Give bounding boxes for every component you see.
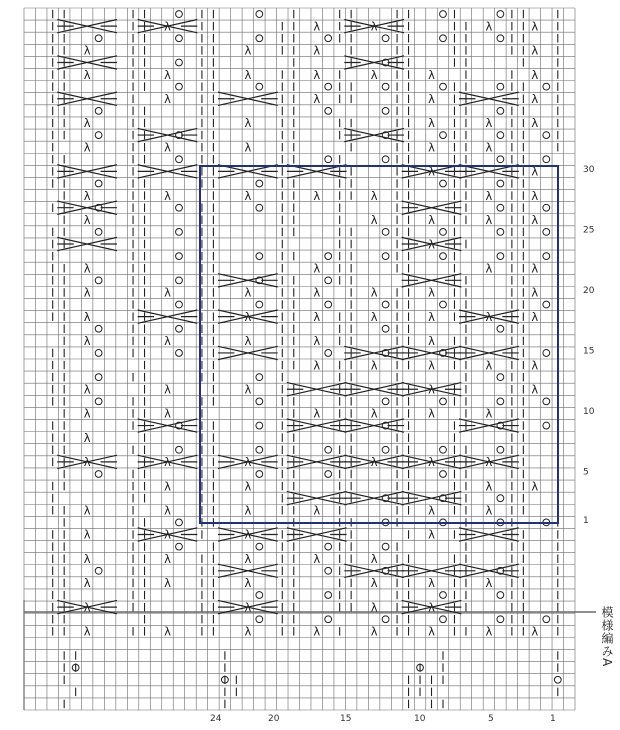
yarn-over-stitch	[325, 471, 332, 478]
yarn-over-stitch	[256, 180, 263, 187]
yarn-over-stitch	[497, 229, 504, 236]
yarn-over-stitch	[176, 204, 183, 211]
decrease-stitch: λ	[313, 43, 321, 58]
yarn-over-stitch	[440, 180, 447, 187]
yarn-over-stitch	[325, 592, 332, 599]
decrease-stitch: λ	[83, 551, 91, 566]
decrease-stitch: λ	[83, 430, 91, 445]
yarn-over-stitch	[497, 253, 504, 260]
decrease-stitch: λ	[313, 309, 321, 324]
yarn-over-stitch	[440, 11, 447, 18]
decrease-stitch: λ	[164, 92, 171, 107]
decrease-stitch: λ	[485, 503, 493, 518]
decrease-stitch: λ	[164, 406, 171, 421]
yarn-over-stitch	[176, 11, 183, 18]
cable-cross-stitch	[344, 419, 404, 432]
stitch-number-label: 5	[488, 714, 494, 724]
decrease-stitch: λ	[485, 624, 493, 639]
decrease-stitch: λ	[164, 19, 171, 34]
yarn-over-stitch	[95, 374, 102, 381]
decrease-stitch: λ	[370, 624, 378, 639]
yarn-over-stitch	[543, 301, 550, 308]
cable-cross-stitch	[138, 419, 198, 432]
decrease-stitch: λ	[428, 67, 435, 82]
yarn-over-stitch	[95, 107, 102, 114]
yarn-over-stitch	[497, 446, 504, 453]
decrease-stitch: λ	[531, 285, 539, 300]
decrease-stitch: λ	[531, 382, 539, 397]
decrease-stitch: λ	[531, 164, 539, 179]
yarn-over-stitch	[95, 277, 102, 284]
decrease-stitch: λ	[313, 624, 321, 639]
yarn-over-stitch	[554, 676, 561, 683]
yarn-over-stitch	[95, 325, 102, 332]
decrease-stitch: λ	[370, 67, 378, 82]
decrease-stitch: λ	[428, 527, 435, 542]
stitch-number-label: 20	[268, 714, 280, 724]
decrease-stitch: λ	[83, 67, 91, 82]
cable-cross-stitch	[138, 165, 198, 178]
yarn-over-stitch	[440, 83, 447, 90]
yarn-over-stitch	[95, 567, 102, 574]
decrease-stitch: λ	[485, 406, 493, 421]
cable-cross-stitch	[57, 19, 117, 32]
yarn-over-stitch	[497, 374, 504, 381]
cable-cross-stitch	[57, 165, 117, 178]
row-number-label: 20	[583, 286, 595, 297]
decrease-stitch: λ	[485, 576, 493, 591]
decrease-stitch: λ	[164, 188, 171, 203]
yarn-over-stitch	[543, 132, 550, 139]
cable-cross-stitch	[344, 492, 404, 505]
yarn-over-stitch	[176, 543, 183, 550]
decrease-stitch: λ	[370, 600, 378, 615]
yarn-over-stitch	[497, 107, 504, 114]
cable-cross-stitch	[57, 92, 117, 105]
decrease-stitch: λ	[83, 213, 91, 228]
decrease-stitch: λ	[428, 358, 435, 373]
decrease-stitch: λ	[313, 503, 321, 518]
yarn-over-stitch	[382, 229, 389, 236]
decrease-stitch: λ	[370, 213, 378, 228]
decrease-stitch: λ	[485, 116, 493, 131]
decrease-stitch: λ	[244, 551, 252, 566]
decrease-stitch: λ	[428, 140, 435, 155]
yarn-over-stitch	[325, 253, 332, 260]
yarn-over-stitch	[325, 616, 332, 623]
cable-cross-stitch	[138, 310, 198, 323]
decrease-stitch: λ	[83, 334, 91, 349]
decrease-stitch: λ	[531, 309, 539, 324]
decrease-stitch: λ	[370, 19, 378, 34]
decrease-stitch: λ	[244, 116, 252, 131]
row-number-label: 25	[583, 225, 595, 236]
yarn-over-stitch	[256, 471, 263, 478]
yarn-over-stitch	[497, 180, 504, 187]
yarn-over-stitch	[325, 35, 332, 42]
yarn-over-stitch	[256, 204, 263, 211]
stitch-number-label: 15	[340, 714, 352, 724]
row-number-label: 30	[583, 165, 595, 175]
yarn-over-stitch	[256, 446, 263, 453]
yarn-over-stitch	[95, 180, 102, 187]
yarn-over-stitch	[382, 616, 389, 623]
chart-grid	[24, 8, 596, 710]
yarn-over-stitch	[176, 446, 183, 453]
decrease-stitch: λ	[313, 551, 321, 566]
decrease-stitch: λ	[485, 309, 493, 324]
decrease-stitch: λ	[531, 116, 539, 131]
decrease-stitch: λ	[164, 334, 171, 349]
decrease-stitch: λ	[164, 67, 171, 82]
yarn-over-stitch	[325, 350, 332, 357]
yarn-over-stitch	[440, 253, 447, 260]
cable-cross-stitch	[57, 237, 117, 250]
decrease-stitch: λ	[531, 213, 539, 228]
chart-side-label: 模様編みA	[600, 606, 614, 668]
decrease-stitch: λ	[428, 309, 435, 324]
decrease-stitch: λ	[370, 285, 378, 300]
decrease-stitch: λ	[428, 285, 435, 300]
decrease-stitch: λ	[531, 43, 539, 58]
decrease-stitch: λ	[428, 116, 435, 131]
decrease-stitch: λ	[313, 261, 321, 276]
decrease-stitch: λ	[83, 527, 91, 542]
decrease-stitch: λ	[244, 576, 252, 591]
yarn-over-stitch	[176, 277, 183, 284]
yarn-over-stitch	[382, 107, 389, 114]
row-number-label: 15	[583, 346, 595, 357]
yarn-over-stitch	[543, 422, 550, 429]
yarn-over-stitch	[440, 592, 447, 599]
yarn-over-stitch	[95, 350, 102, 357]
decrease-stitch: λ	[313, 334, 321, 349]
yarn-over-stitch	[440, 398, 447, 405]
cable-cross-stitch	[218, 346, 278, 359]
yarn-over-stitch	[176, 519, 183, 526]
yarn-over-stitch	[382, 543, 389, 550]
decrease-stitch: λ	[244, 140, 252, 155]
yarn-over-stitch	[256, 398, 263, 405]
decrease-stitch: λ	[531, 358, 539, 373]
decrease-stitch: λ	[164, 140, 171, 155]
decrease-stitch: λ	[83, 140, 91, 155]
decrease-stitch: λ	[428, 334, 435, 349]
decrease-stitch: λ	[244, 285, 252, 300]
yarn-over-stitch	[256, 253, 263, 260]
decrease-stitch: λ	[370, 188, 378, 203]
decrease-stitch: λ	[485, 479, 493, 494]
yarn-over-stitch	[176, 325, 183, 332]
yarn-over-stitch	[256, 422, 263, 429]
yarn-over-stitch	[176, 253, 183, 260]
yarn-over-stitch	[382, 446, 389, 453]
yarn-over-stitch	[543, 204, 550, 211]
decrease-stitch: λ	[485, 358, 493, 373]
decrease-stitch: λ	[485, 261, 493, 276]
decrease-stitch: λ	[428, 624, 435, 639]
cable-cross-stitch	[218, 92, 278, 105]
decrease-stitch: λ	[313, 406, 321, 421]
decrease-stitch: λ	[244, 309, 252, 324]
yarn-over-stitch	[325, 83, 332, 90]
decrease-stitch: λ	[244, 479, 252, 494]
decrease-stitch: λ	[313, 92, 321, 107]
decrease-stitch: λ	[83, 576, 91, 591]
yarn-over-stitch	[176, 301, 183, 308]
decrease-stitch: λ	[313, 285, 321, 300]
decrease-stitch: λ	[428, 455, 435, 470]
yarn-over-stitch	[325, 567, 332, 574]
decrease-stitch: λ	[164, 503, 171, 518]
decrease-stitch: λ	[485, 213, 493, 228]
yarn-over-stitch	[256, 83, 263, 90]
yarn-over-stitch	[382, 83, 389, 90]
decrease-stitch: λ	[83, 455, 91, 470]
decrease-stitch: λ	[244, 600, 252, 615]
stitch-number-label: 10	[414, 714, 426, 724]
cable-cross-stitch	[459, 419, 519, 432]
yarn-over-stitch	[543, 350, 550, 357]
yarn-over-stitch	[497, 592, 504, 599]
decrease-stitch: λ	[531, 479, 539, 494]
cable-cross-stitch	[287, 419, 347, 432]
decrease-stitch: λ	[370, 309, 378, 324]
yarn-over-stitch	[95, 471, 102, 478]
yarn-over-stitch	[382, 253, 389, 260]
row-number-label: 1	[583, 516, 589, 526]
decrease-stitch: λ	[164, 455, 171, 470]
decrease-stitch: λ	[485, 188, 493, 203]
yarn-over-stitch	[325, 156, 332, 163]
decrease-stitch: λ	[370, 358, 378, 373]
cable-cross-stitch	[344, 128, 404, 141]
yarn-over-stitch	[382, 156, 389, 163]
yarn-over-stitch	[256, 543, 263, 550]
yarn-over-stitch	[440, 35, 447, 42]
decrease-stitch: λ	[83, 285, 91, 300]
yarn-over-stitch	[497, 616, 504, 623]
decrease-stitch: λ	[428, 576, 435, 591]
yarn-over-stitch	[256, 301, 263, 308]
decrease-stitch: λ	[428, 213, 435, 228]
decrease-stitch: λ	[428, 600, 435, 615]
yarn-over-stitch	[256, 374, 263, 381]
decrease-stitch: λ	[164, 624, 171, 639]
yarn-over-stitch	[497, 35, 504, 42]
yarn-over-stitch	[256, 616, 263, 623]
yarn-over-stitch	[440, 471, 447, 478]
decrease-stitch: λ	[370, 576, 378, 591]
row-number-label: 10	[583, 407, 595, 418]
decrease-stitch: λ	[313, 188, 321, 203]
yarn-over-stitch	[497, 11, 504, 18]
yarn-over-stitch	[325, 543, 332, 550]
yarn-over-stitch	[382, 35, 389, 42]
yarn-over-stitch	[325, 277, 332, 284]
cable-cross-stitch	[344, 383, 404, 396]
yarn-over-stitch	[497, 495, 504, 502]
decrease-stitch: λ	[83, 503, 91, 518]
decrease-stitch: λ	[370, 455, 378, 470]
yarn-over-stitch	[440, 301, 447, 308]
decrease-stitch: λ	[83, 624, 91, 639]
decrease-stitch: λ	[244, 334, 252, 349]
decrease-stitch: λ	[83, 382, 91, 397]
yarn-over-stitch	[497, 156, 504, 163]
yarn-over-stitch	[325, 446, 332, 453]
yarn-over-stitch	[95, 398, 102, 405]
yarn-over-stitch	[543, 156, 550, 163]
decrease-stitch: λ	[428, 382, 435, 397]
yarn-over-stitch	[382, 301, 389, 308]
decrease-stitch: λ	[83, 261, 91, 276]
cable-cross-stitch	[459, 528, 519, 541]
decrease-stitch: λ	[531, 188, 539, 203]
number-labels	[210, 165, 595, 724]
yarn-over-stitch	[176, 229, 183, 236]
yarn-over-stitch	[95, 229, 102, 236]
yarn-over-stitch	[256, 35, 263, 42]
decrease-stitch: λ	[164, 576, 171, 591]
decrease-stitch: λ	[244, 188, 252, 203]
decrease-stitch: λ	[313, 67, 321, 82]
decrease-stitch: λ	[485, 455, 493, 470]
decrease-stitch: λ	[531, 624, 539, 639]
decrease-stitch: λ	[370, 406, 378, 421]
yarn-over-stitch	[325, 107, 332, 114]
decrease-stitch: λ	[83, 406, 91, 421]
decrease-stitch: λ	[244, 624, 252, 639]
yarn-over-stitch	[256, 592, 263, 599]
decrease-stitch: λ	[428, 92, 435, 107]
decrease-stitch: λ	[244, 67, 252, 82]
decrease-stitch: λ	[164, 527, 171, 542]
yarn-over-stitch	[543, 253, 550, 260]
decrease-stitch: λ	[164, 382, 171, 397]
decrease-stitch: λ	[485, 19, 493, 34]
decrease-stitch: λ	[244, 382, 252, 397]
decrease-stitch: λ	[370, 551, 378, 566]
decrease-stitch: λ	[313, 19, 321, 34]
decrease-stitch: λ	[83, 43, 91, 58]
decrease-stitch: λ	[531, 67, 539, 82]
cable-cross-stitch	[459, 92, 519, 105]
yarn-over-stitch	[497, 132, 504, 139]
decrease-stitch: λ	[531, 261, 539, 276]
decrease-stitch: λ	[244, 503, 252, 518]
decrease-stitch: λ	[428, 503, 435, 518]
decrease-stitch: λ	[313, 358, 321, 373]
yarn-over-stitch	[176, 59, 183, 66]
decrease-stitch: λ	[83, 309, 91, 324]
yarn-over-stitch	[440, 229, 447, 236]
decrease-stitch: λ	[428, 406, 435, 421]
stitch-number-label: 24	[210, 714, 222, 724]
decrease-stitch: λ	[164, 551, 171, 566]
yarn-over-stitch	[543, 229, 550, 236]
decrease-stitch: λ	[244, 43, 252, 58]
cable-cross-stitch	[287, 383, 347, 396]
decrease-stitch: λ	[531, 92, 539, 107]
stitch-number-label: 1	[550, 714, 556, 724]
yarn-over-stitch	[440, 616, 447, 623]
yarn-over-stitch	[382, 325, 389, 332]
yarn-over-stitch	[176, 35, 183, 42]
yarn-over-stitch	[497, 325, 504, 332]
decrease-stitch: λ	[83, 116, 91, 131]
decrease-stitch: λ	[244, 527, 252, 542]
decrease-stitch: λ	[428, 237, 435, 252]
yarn-over-stitch	[176, 350, 183, 357]
decrease-stitch: λ	[428, 164, 435, 179]
yarn-over-stitch	[440, 446, 447, 453]
cable-cross-stitch	[287, 455, 347, 468]
yarn-over-stitch	[325, 301, 332, 308]
yarn-over-stitch	[543, 616, 550, 623]
decrease-stitch: λ	[83, 188, 91, 203]
yarn-over-stitch	[497, 398, 504, 405]
cable-cross-stitch	[287, 528, 347, 541]
decrease-stitch: λ	[164, 285, 171, 300]
yarn-over-stitch	[543, 398, 550, 405]
yarn-over-stitch	[176, 156, 183, 163]
yarn-over-stitch	[95, 132, 102, 139]
decrease-stitch: λ	[485, 140, 493, 155]
yarn-over-stitch	[440, 132, 447, 139]
yarn-over-stitch	[95, 35, 102, 42]
decrease-stitch: λ	[164, 479, 171, 494]
decrease-stitch: λ	[83, 600, 91, 615]
yarn-over-stitch	[497, 83, 504, 90]
yarn-over-stitch	[176, 83, 183, 90]
row-number-label: 5	[583, 467, 589, 478]
yarn-over-stitch	[543, 83, 550, 90]
decrease-stitch: λ	[531, 19, 539, 34]
yarn-over-stitch	[256, 11, 263, 18]
decrease-stitch: λ	[244, 455, 252, 470]
yarn-over-stitch	[497, 204, 504, 211]
yarn-over-stitch	[382, 398, 389, 405]
